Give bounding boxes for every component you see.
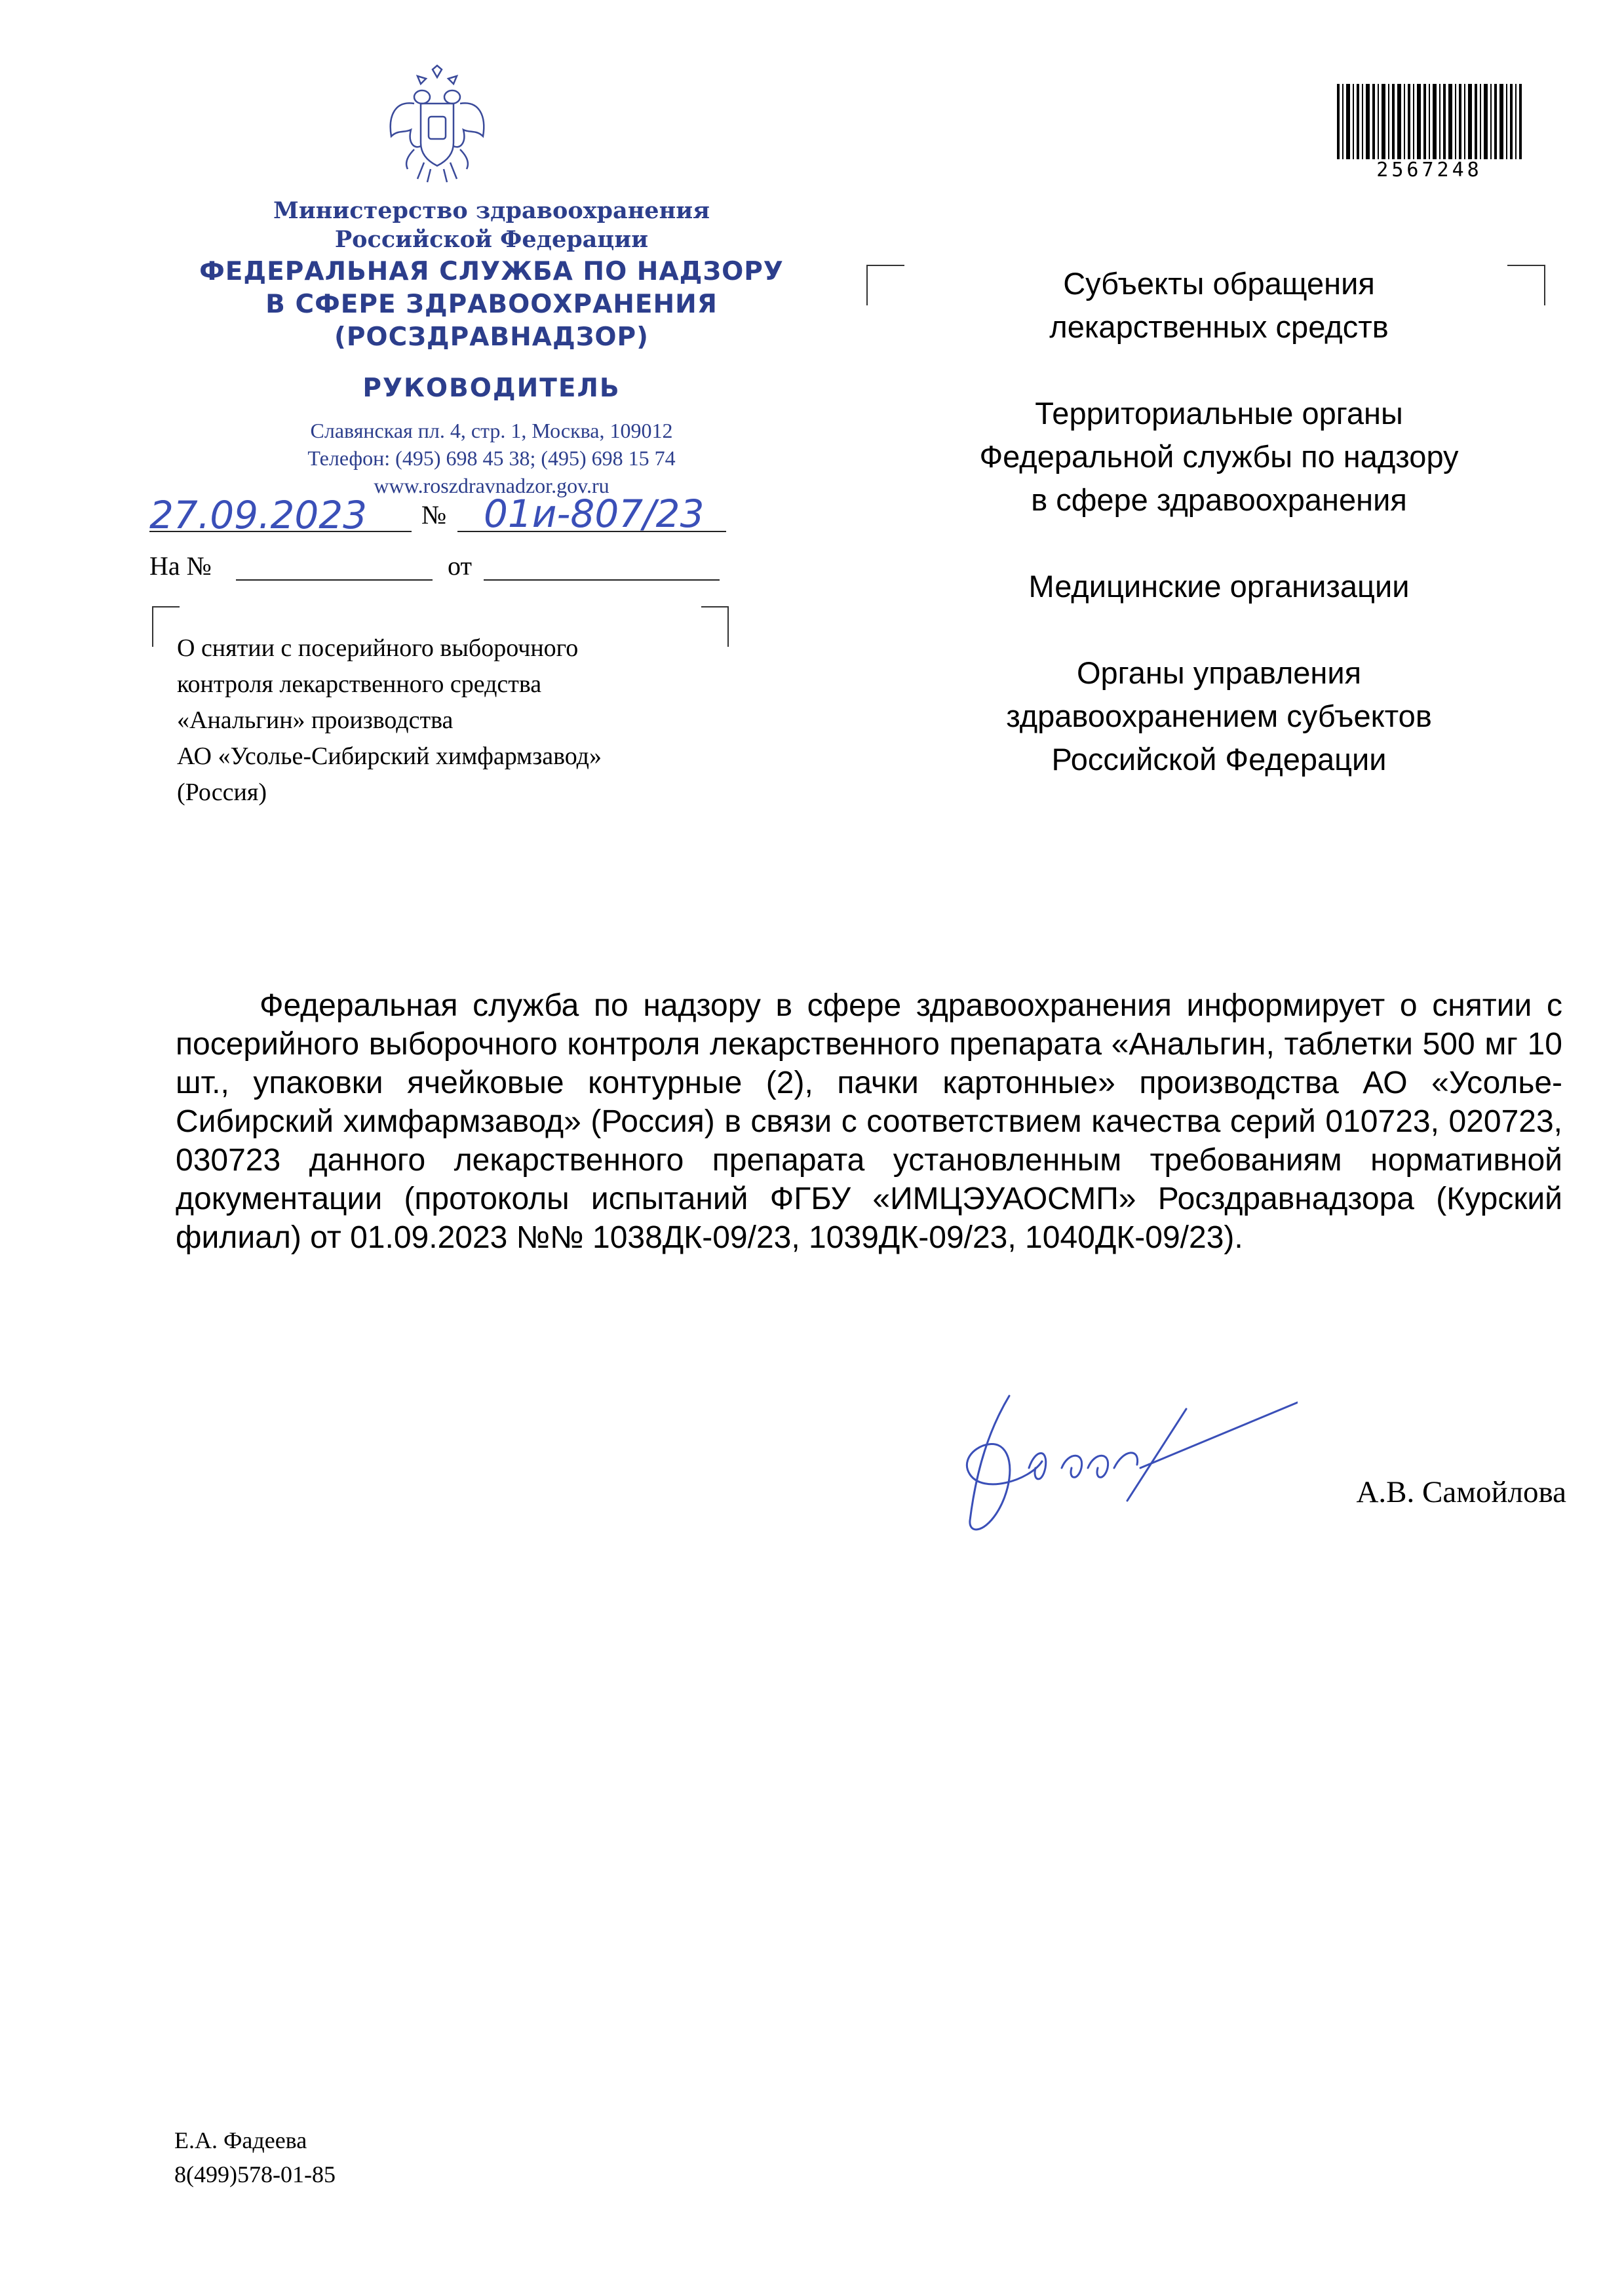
subject-line-1: О снятии с посерийного выборочного bbox=[177, 634, 579, 662]
subject-line-5: (Россия) bbox=[177, 779, 267, 806]
subject bbox=[177, 630, 727, 811]
executor-phone: 8(499)578-01-85 bbox=[174, 2161, 336, 2187]
recipient-entry bbox=[859, 392, 1579, 522]
letter-body: Федеральная служба по надзору в сфере здравоохранения информирует о снятии с посерийного выборочного контроля лекарственного препарата «Анальгин, таблетки 500 мг 10 шт., упаковки ячейковые контурные (2), пачки картонные» производства АО «Усолье-Сибирский химфармзавод» (Россия) в связи с соответствием качества серий 010723, 020723, 030723 данного лекарственного препарата установленным требованиям нормативной документации (протоколы испытаний ФГБУ «ИМЦЭУАОСМП» Росздравнадзора (Курский филиал) от 01.09.2023 №№ 1038ДК-09/23, 1039ДК-09/23, 1040ДК-09/23). bbox=[176, 988, 1562, 1255]
ministry-line-2: Российской Федерации bbox=[334, 226, 649, 253]
subject-bracket-left bbox=[152, 606, 180, 647]
barcode-number: 2567248 bbox=[1376, 159, 1482, 182]
recipient-entry bbox=[859, 262, 1579, 349]
recipient-line: здравоохранением субъектов bbox=[1006, 699, 1432, 733]
recipient-line: в сфере здравоохранения bbox=[1031, 482, 1407, 517]
reply-from-label: от bbox=[448, 551, 472, 581]
ministry-line-1: Министерство здравоохранения bbox=[273, 197, 710, 224]
recipients-list bbox=[859, 262, 1579, 824]
recipient-entry bbox=[859, 565, 1579, 608]
reply-number-label: На № bbox=[149, 551, 212, 581]
recipient-line: Медицинские организации bbox=[1028, 569, 1410, 604]
subject-line-2: контроля лекарственного средства bbox=[177, 670, 542, 698]
reference-line bbox=[149, 493, 798, 539]
service-line-2: В СФЕРЕ ЗДРАВООХРАНЕНИЯ bbox=[265, 290, 718, 319]
recipient-line: Органы управления bbox=[1076, 655, 1362, 690]
service-line-1: ФЕДЕРАЛЬНАЯ СЛУЖБА ПО НАДЗОРУ bbox=[199, 257, 784, 286]
barcode-graphic bbox=[1337, 84, 1522, 159]
recipient-line: Субъекты обращения bbox=[1063, 266, 1375, 301]
recipient-line: лекарственных средств bbox=[1049, 309, 1389, 344]
position-title: РУКОВОДИТЕЛЬ bbox=[362, 374, 621, 403]
recipient-line: Российской Федерации bbox=[1051, 742, 1387, 777]
coat-of-arms-emblem bbox=[381, 64, 493, 189]
recipient-line: Территориальные органы bbox=[1035, 396, 1403, 431]
address-line: Славянская пл. 4, стр. 1, Москва, 109012 bbox=[310, 419, 673, 442]
service-name bbox=[98, 256, 885, 354]
executor-block bbox=[174, 2123, 336, 2191]
recipient-entry bbox=[859, 651, 1579, 781]
subject-line-4: АО «Усолье-Сибирский химфармзавод» bbox=[177, 742, 602, 770]
signer-name: А.В. Самойлова bbox=[1356, 1475, 1566, 1509]
service-line-3: (РОСЗДРАВНАДЗОР) bbox=[334, 322, 649, 352]
contact-block bbox=[98, 417, 885, 499]
recipient-line: Федеральной службы по надзору bbox=[979, 439, 1459, 474]
handwritten-number: 01и-807/23 bbox=[484, 491, 705, 536]
reply-reference-line bbox=[149, 550, 805, 590]
ministry-name bbox=[151, 197, 832, 254]
website-line: www.roszdravnadzor.gov.ru bbox=[374, 474, 609, 497]
handwritten-signature bbox=[931, 1370, 1298, 1547]
subject-line-3: «Анальгин» производства bbox=[177, 706, 454, 734]
number-sign: № bbox=[421, 500, 447, 530]
handwritten-date: 27.09.2023 bbox=[149, 493, 368, 537]
executor-name: Е.А. Фадеева bbox=[174, 2127, 307, 2153]
phone-line: Телефон: (495) 698 45 38; (495) 698 15 74 bbox=[307, 446, 676, 470]
